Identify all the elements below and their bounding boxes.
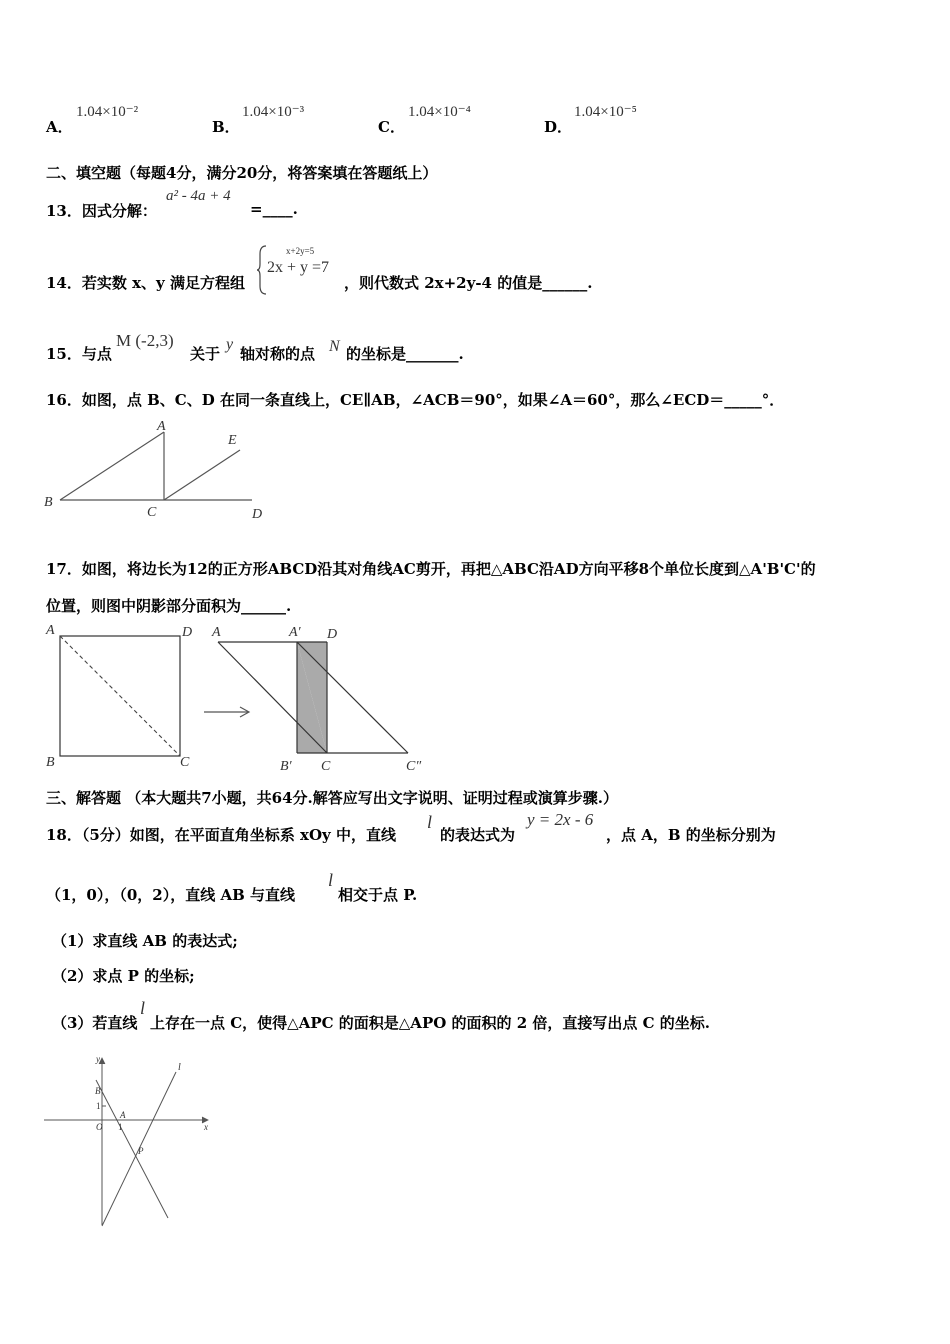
q18-graph-a-label: A — [120, 1110, 126, 1120]
q18-l-symbol-3: l — [140, 998, 146, 1018]
q17-figure — [40, 620, 440, 775]
q17-label-b-prime: B′ — [280, 759, 292, 774]
q16-figure — [40, 416, 280, 526]
q15-point-n: N — [329, 338, 340, 355]
q18-graph-p-label: P — [138, 1146, 144, 1156]
q17-label-c2: C — [321, 759, 331, 774]
q14-suffix: ，则代数式 2x+2y-4 的值是______. — [344, 274, 593, 292]
q17-label-b: B — [46, 755, 55, 770]
q18-l-symbol: l — [427, 812, 433, 832]
q17-label-d2: D — [327, 627, 338, 642]
q14-equation-1: x+2y=5 — [286, 246, 315, 256]
q17-label-a: A — [46, 623, 55, 638]
q18-line1-c: ，点 A，B 的坐标分别为 — [606, 826, 776, 844]
q14-equation-2: 2x + y =7 — [267, 259, 330, 276]
q18-line1-a: 18．（5分）如图，在平面直角坐标系 xOy 中，直线 — [46, 826, 396, 844]
section-fill-in-title: 二、填空题（每题4分，满分20分，将答案填在答题纸上） — [46, 164, 438, 182]
q18-graph-tick-y: 1 — [96, 1101, 101, 1111]
q16-label-d: D — [252, 507, 263, 522]
q17-label-c: C — [180, 755, 190, 770]
option-d-label: D． — [544, 118, 573, 136]
q15-point-m: M (-2,3) — [116, 331, 174, 350]
q15-suffix: 的坐标是_______. — [346, 345, 464, 363]
q15-mid1: 关于 — [190, 345, 221, 363]
q16-label-e: E — [228, 433, 237, 448]
q15-axis-y: y — [226, 336, 234, 353]
q14-prefix: 14．若实数 x、y 满足方程组 — [46, 274, 245, 292]
q16-line-ba — [60, 432, 164, 500]
q18-part3-a: （3）若直线 — [52, 1014, 138, 1032]
q16-line-ce — [164, 450, 240, 500]
q16-label-c: C — [147, 505, 157, 520]
option-c-value: 1.04×10⁻⁴ — [408, 104, 471, 120]
q15-prefix: 15．与点 — [46, 345, 112, 363]
q18-graph-tick-x: 1 — [118, 1122, 123, 1132]
option-b-label: B． — [212, 118, 240, 136]
q13-prefix: 13．因式分解： — [46, 202, 157, 220]
q18-graph-y-label: y — [96, 1054, 100, 1064]
q18-line2-b: 相交于点 P. — [338, 886, 418, 904]
q13-expression: a² - 4a + 4 — [166, 188, 231, 204]
q17-line1: 17．如图，将边长为12的正方形ABCD沿其对角线AC剪开，再把△ABC沿AD方向平移8个单位长度到△A'B'C'的 — [46, 560, 816, 578]
q18-graph-b-label: B — [95, 1086, 101, 1096]
q17-label-a-prime: A′ — [289, 625, 301, 640]
section-answer-title: 三、解答题 （本大题共7小题，共64分.解答应写出文字说明、证明过程或演算步骤.） — [46, 789, 618, 807]
q17-label-a2: A — [212, 625, 221, 640]
q18-equation: y = 2x - 6 — [527, 810, 594, 829]
q15-mid2: 轴对称的点 — [240, 345, 316, 363]
option-b-value: 1.04×10⁻³ — [242, 104, 305, 120]
option-a-value: 1.04×10⁻² — [76, 104, 139, 120]
q18-part2: （2）求点 P 的坐标; — [52, 967, 195, 985]
q17-diagonal — [60, 636, 180, 756]
q18-graph-x-label: x — [204, 1122, 208, 1132]
q18-graph-l-label: l — [178, 1062, 181, 1073]
q13-suffix: =____. — [250, 200, 298, 218]
q17-label-d: D — [182, 625, 193, 640]
q16-text: 16．如图，点 B、C、D 在同一条直线上，CE∥AB，∠ACB＝90°，如果∠A＝60°，那么∠ECD＝_____°． — [46, 391, 785, 409]
q18-l-symbol-2: l — [328, 870, 334, 890]
q18-line1-b: 的表达式为 — [440, 826, 516, 844]
option-a-label: A． — [46, 118, 73, 136]
q18-coordinate-graph — [40, 1050, 220, 1235]
q16-label-b: B — [44, 495, 53, 510]
q16-label-a: A — [157, 419, 166, 434]
q18-line-ab — [96, 1080, 168, 1218]
q17-label-c-double-prime: C″ — [406, 759, 422, 774]
option-d-value: 1.04×10⁻⁵ — [574, 104, 637, 120]
option-c-label: C． — [378, 118, 405, 136]
q18-part1: （1）求直线 AB 的表达式; — [52, 932, 238, 950]
q18-part3-b: 上存在一点 C，使得△APC 的面积是△APO 的面积的 2 倍，直接写出点 C 的坐标. — [150, 1014, 711, 1032]
q17-line2: 位置，则图中阴影部分面积为______. — [46, 597, 292, 615]
q18-graph-o-label: O — [96, 1122, 103, 1132]
q18-line2-a: （1，0），（0，2），直线 AB 与直线 — [46, 886, 296, 904]
